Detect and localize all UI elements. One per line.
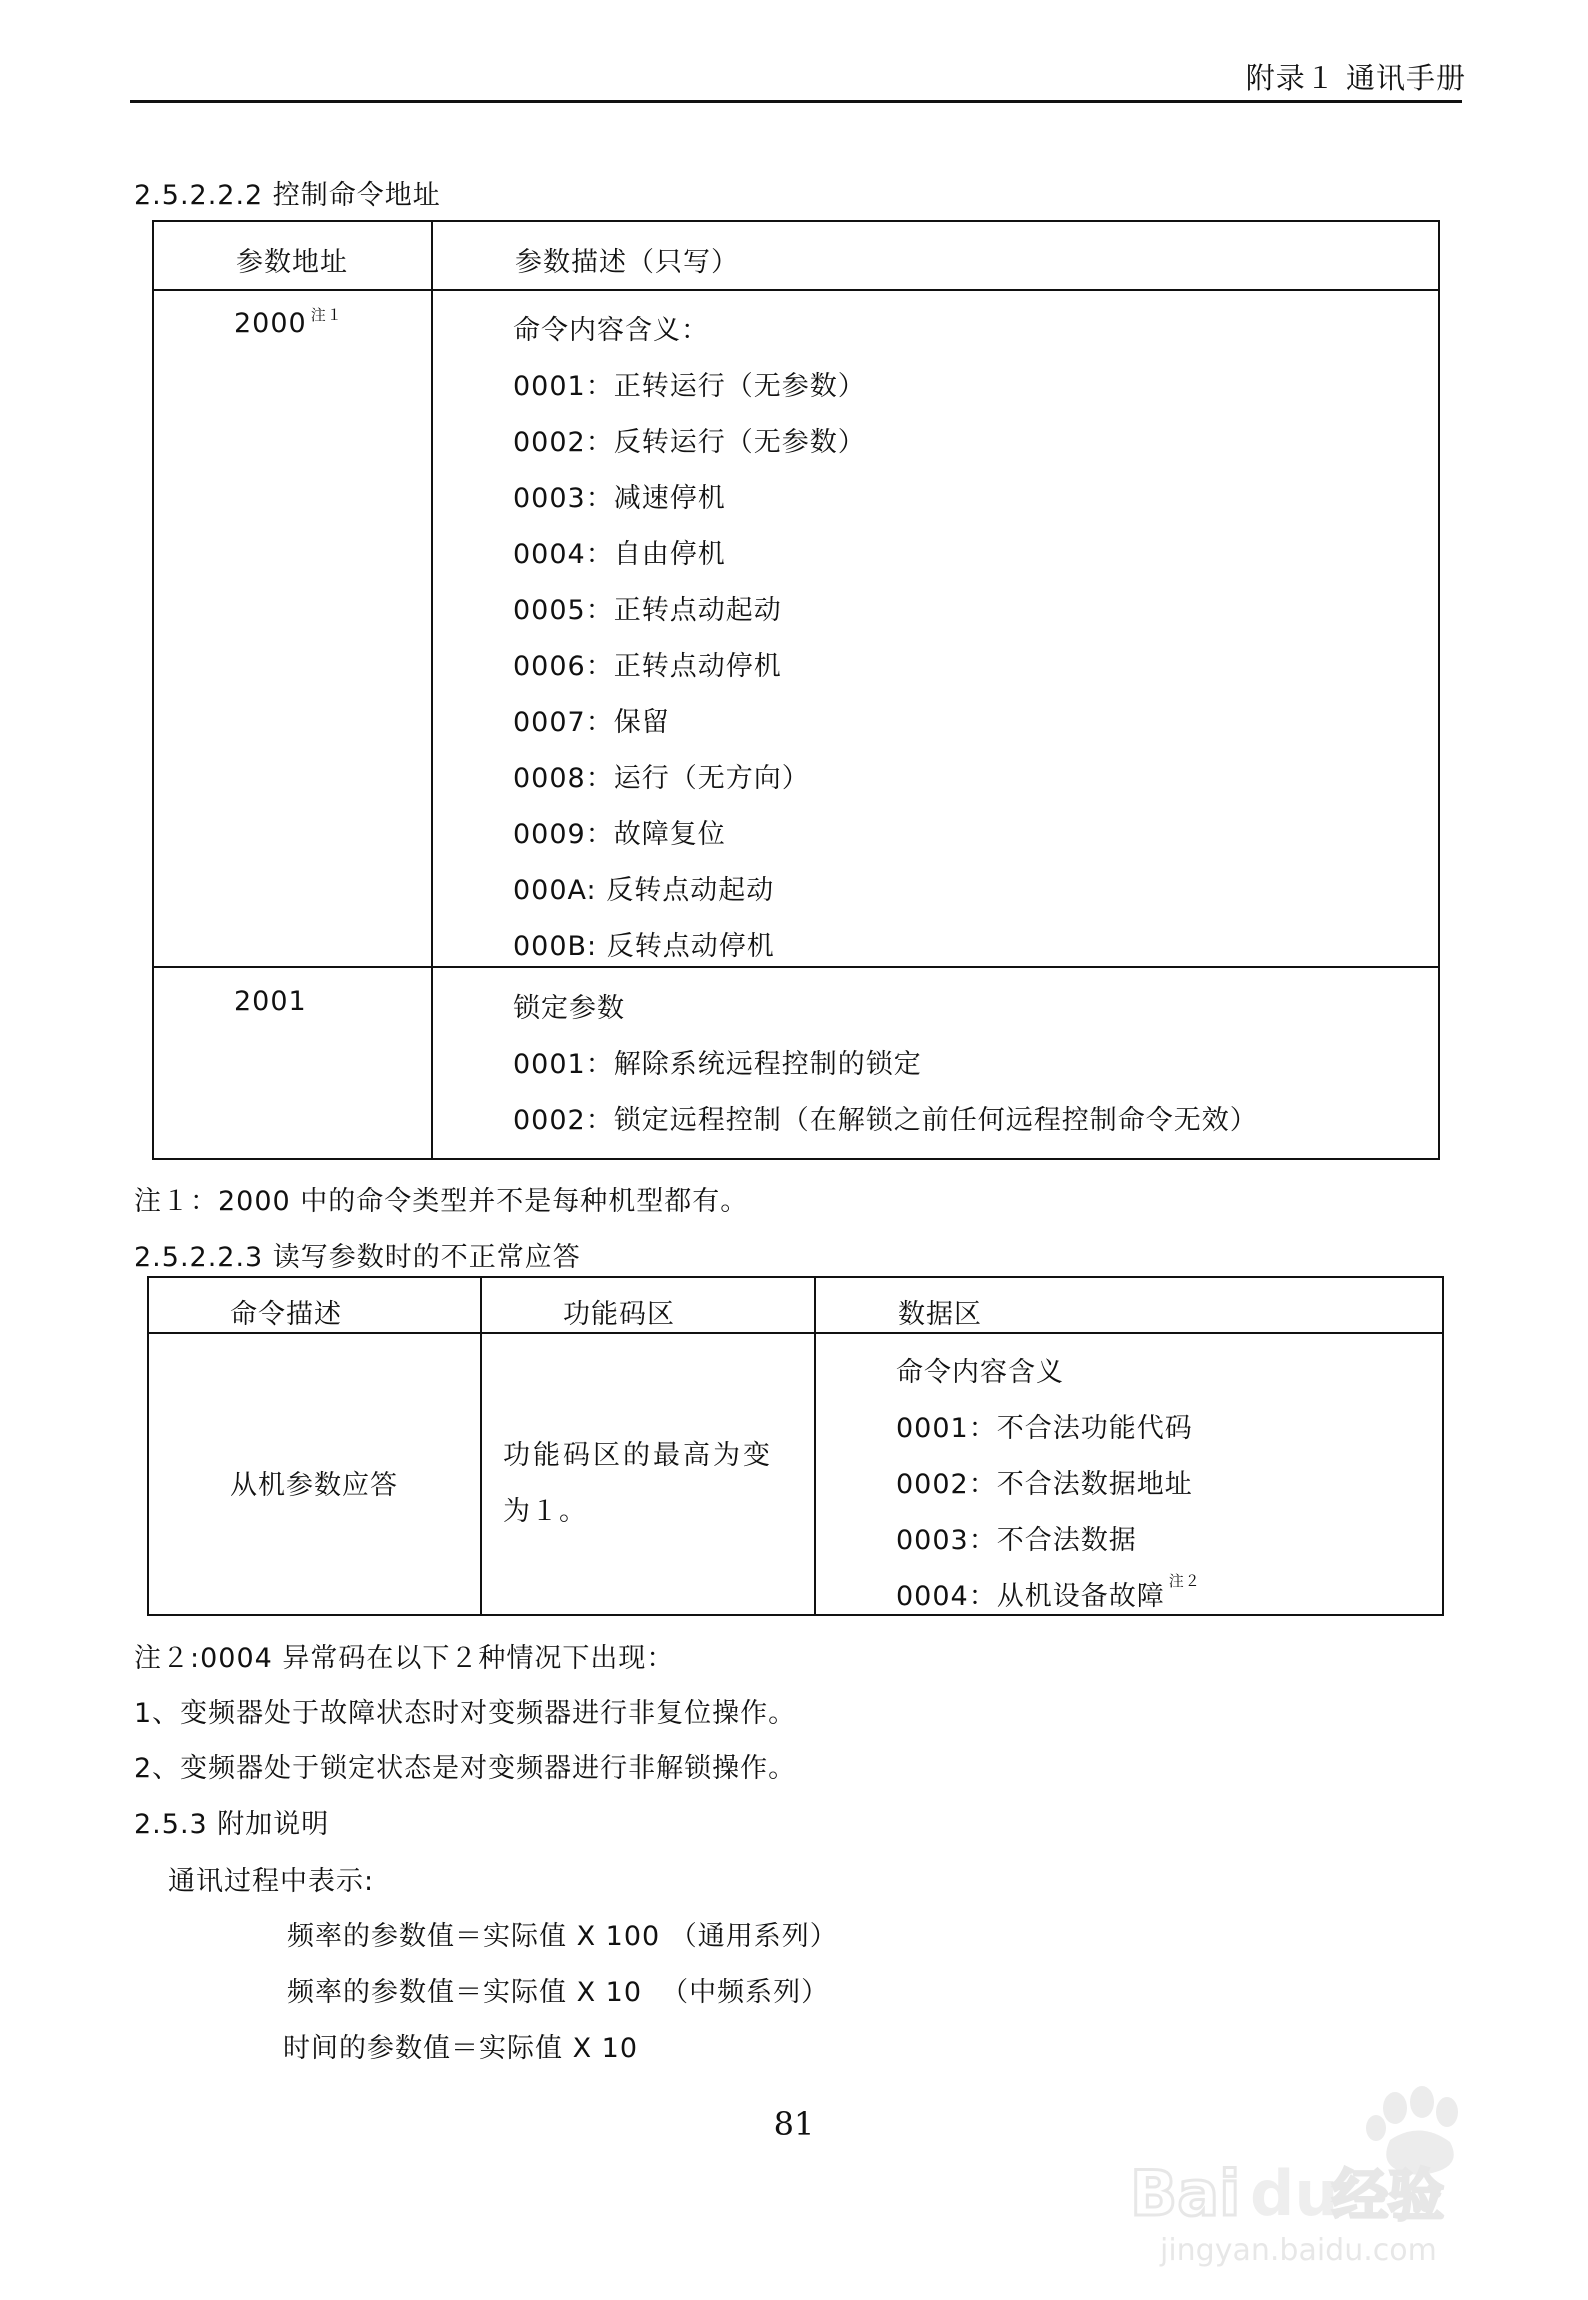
- description-cell-2000: [513, 308, 866, 980]
- description-line: 000A: 反转点动起动: [513, 875, 775, 906]
- description-cell-2001: [513, 986, 1258, 1154]
- command-cell: 从机参数应答: [230, 1470, 398, 1501]
- function-code-line: 为１。: [503, 1496, 587, 1527]
- formula-line: 时间的参数值＝实际值 X 10: [283, 2033, 639, 2064]
- table-column-rule: [431, 220, 433, 1160]
- description-line: 0006：正转点动停机: [513, 651, 782, 682]
- address-cell-2001: 2001: [234, 986, 307, 1017]
- address-note: 注１: [310, 306, 343, 324]
- table-column-rule: [480, 1276, 482, 1616]
- running-header: 附录１ 通讯手册: [1245, 61, 1466, 95]
- address-cell-2000: 2000 $^{注1}$: [234, 306, 343, 339]
- data-line: 0003：不合法数据: [896, 1525, 1137, 1556]
- description-line: 0005：正转点动起动: [513, 595, 782, 626]
- description-line: 0008：运行（无方向）: [513, 763, 810, 794]
- svg-text:du: du: [1250, 2157, 1339, 2230]
- data-cell: [896, 1350, 1201, 1630]
- col-header-function-code: 功能码区: [563, 1299, 675, 1330]
- formula-line: 频率的参数值＝实际值 X 100 （通用系列）: [287, 1921, 838, 1952]
- description-line: 0001：正转运行（无参数）: [513, 371, 866, 402]
- note-1: 注１：2000 中的命令类型并不是每种机型都有。: [134, 1186, 749, 1217]
- note-2: 注２:0004 异常码在以下２种情况下出现：: [134, 1643, 675, 1674]
- description-line: 0001：解除系统远程控制的锁定: [513, 1049, 922, 1080]
- table-header-rule: [152, 289, 1440, 291]
- description-line: 命令内容含义：: [513, 315, 709, 346]
- formula-line: 频率的参数值＝实际值 X 10 （中频系列）: [287, 1977, 830, 2008]
- data-line: 命令内容含义: [896, 1357, 1064, 1388]
- header-rule: [130, 100, 1462, 103]
- svg-text:jingyan.baidu.com: jingyan.baidu.com: [1160, 2233, 1437, 2268]
- table-column-rule: [814, 1276, 816, 1616]
- col-header-data: 数据区: [898, 1299, 982, 1330]
- additional-intro: 通讯过程中表示:: [168, 1866, 375, 1897]
- description-line: 0007：保留: [513, 707, 670, 738]
- note-2-item-1: 1、变频器处于故障状态时对变频器进行非复位操作。: [134, 1698, 797, 1729]
- description-line: 000B: 反转点动停机: [513, 931, 775, 962]
- function-code-line: 功能码区的最高为变: [503, 1440, 773, 1471]
- description-line: 0002：锁定远程控制（在解锁之前任何远程控制命令无效）: [513, 1105, 1258, 1136]
- description-line: 0009：故障复位: [513, 819, 726, 850]
- col-header-address: 参数地址: [236, 247, 348, 278]
- data-line: 0001：不合法功能代码: [896, 1413, 1193, 1444]
- baidu-jingyan-watermark-logo: [1120, 2080, 1500, 2270]
- svg-text:Bai: Bai: [1130, 2157, 1241, 2230]
- data-line: 0004：从机设备故障 $^{注2}$: [896, 1572, 1201, 1612]
- data-note: 注２: [1168, 1572, 1201, 1590]
- page-number: 81: [773, 2105, 815, 2143]
- note-2-item-2: 2、变频器处于锁定状态是对变频器进行非解锁操作。: [134, 1753, 797, 1784]
- col-header-description: 参数描述（只写）: [515, 247, 739, 278]
- data-line: 0002：不合法数据地址: [896, 1469, 1193, 1500]
- function-code-cell: [503, 1433, 773, 1545]
- section-2522-heading: 2.5.2.2.2 控制命令地址: [134, 180, 441, 211]
- table-header-rule: [147, 1332, 1444, 1334]
- description-line: 锁定参数: [513, 993, 625, 1024]
- section-2523-heading: 2.5.2.2.3 读写参数时的不正常应答: [134, 1242, 581, 1273]
- svg-text:经验: 经验: [1332, 2164, 1444, 2229]
- section-253-heading: 2.5.3 附加说明: [134, 1809, 330, 1840]
- description-line: 0004：自由停机: [513, 539, 726, 570]
- description-line: 0002：反转运行（无参数）: [513, 427, 866, 458]
- col-header-command: 命令描述: [230, 1299, 342, 1330]
- description-line: 0003：减速停机: [513, 483, 726, 514]
